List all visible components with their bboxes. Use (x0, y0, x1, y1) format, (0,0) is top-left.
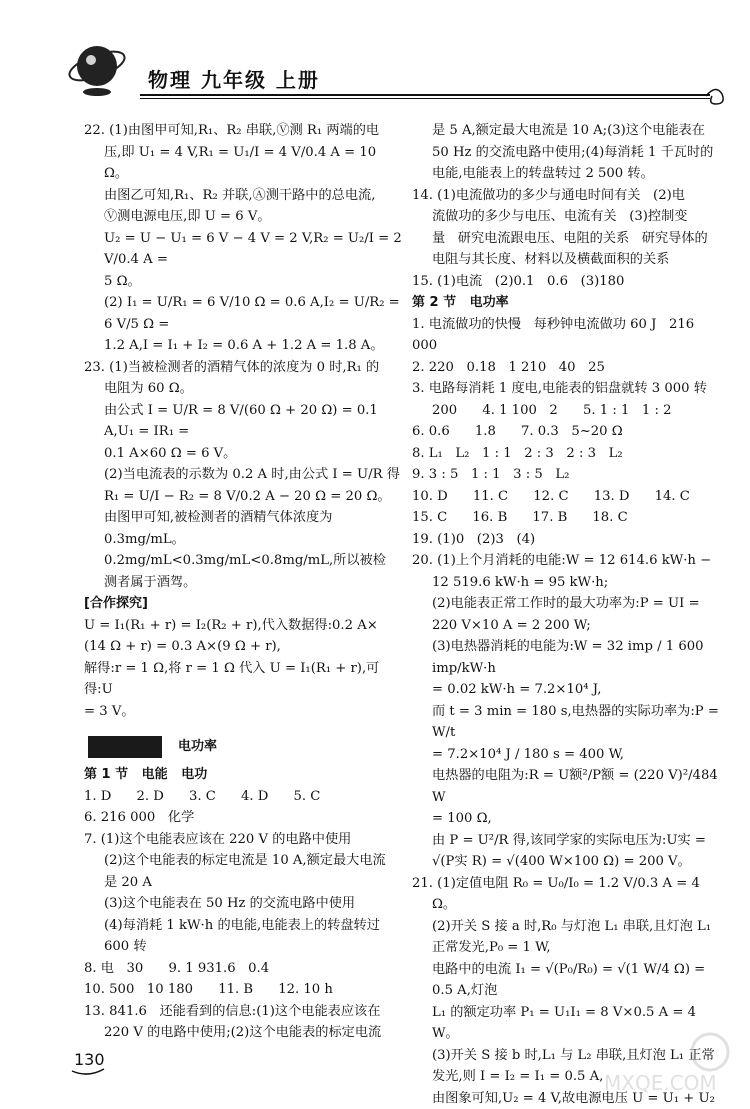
answer-line: 9. 3 : 5 1 : 1 3 : 5 L₂ (412, 464, 722, 486)
answer-line: 而 t = 3 min = 180 s,电热器的实际功率为:P = W/t (412, 701, 722, 744)
section-heading: 第 1 节 电能 电功 (84, 764, 402, 786)
answer-line: 1.2 A,I = I₁ + I₂ = 0.6 A + 1.2 A = 1.8 A。 (84, 335, 402, 357)
watermark-text: MXQE.COM (604, 1071, 717, 1095)
answer-line: (3)这个电能表在 50 Hz 的交流电路中使用 (84, 893, 402, 915)
answer-line: U = I₁(R₁ + r) = I₂(R₂ + r),代入数据得:0.2 A× (84, 615, 402, 637)
answer-line: 是 20 A (84, 872, 402, 894)
answer-line: 10. 500 10 180 11. B 12. 10 h (84, 979, 402, 1001)
section-heading: 第 2 节 电功率 (412, 292, 722, 314)
answer-line: 电路中的电流 I₁ = √(P₀/R₀) = √(1 W/4 Ω) = 0.5 A,灯泡 (412, 959, 722, 1002)
answer-line: (4)每消耗 1 kW·h 的电能,电能表上的转盘转过 (84, 915, 402, 937)
answer-line: 200 4. 1 100 2 5. 1 : 1 1 : 2 (412, 400, 722, 422)
answer-line: 15. (1)电流 (2)0.1 0.6 (3)180 (412, 271, 722, 293)
answer-line: (2) I₁ = U/R₁ = 6 V/10 Ω = 0.6 A,I₂ = U/R₂ = 6 V/5 Ω = (84, 292, 402, 335)
answer-line: 5 Ω。 (84, 271, 402, 293)
answer-line: R₁ = U/I − R₂ = 8 V/0.2 A − 20 Ω = 20 Ω。 (84, 486, 402, 508)
answer-line: 正常发光,P₀ = 1 W, (412, 937, 722, 959)
answer-line: (2)当电流表的示数为 0.2 A 时,由公式 I = U/R 得 (84, 464, 402, 486)
answer-line: 19. (1)0 (2)3 (4) (412, 529, 722, 551)
chapter-title: 电功率 (178, 736, 217, 758)
answer-line: 13. 841.6 还能看到的信息:(1)这个电能表应该在 (84, 1001, 402, 1023)
answer-line: 20. (1)上个月消耗的电能:W = 12 614.6 kW·h − (412, 550, 722, 572)
answer-line: 220 V×10 A = 2 200 W; (412, 615, 722, 637)
chapter-banner (88, 736, 402, 758)
answer-line: = 3 V。 (84, 701, 402, 723)
section-heading: [合作探究] (84, 593, 402, 615)
answer-line: 0.2mg/mL<0.3mg/mL<0.8mg/mL,所以被检 (84, 550, 402, 572)
header-rule-thin (140, 98, 710, 99)
answer-line: 6. 216 000 化学 (84, 807, 402, 829)
answer-line: 压,即 U₁ = 4 V,R₁ = U₁/I = 4 V/0.4 A = 10 Ω。 (84, 142, 402, 185)
answer-line: (2)电能表正常工作时的最大功率为:P = UI = (412, 593, 722, 615)
answer-line: Ⓥ测电源电压,即 U = 6 V。 (84, 206, 402, 228)
answer-line: 由公式 I = U/R = 8 V/(60 Ω + 20 Ω) = 0.1 A,U₁ = IR₁ = (84, 400, 402, 443)
answer-line: 23. (1)当被检测者的酒精气体的浓度为 0 时,R₁ 的 (84, 357, 402, 379)
answer-line: 量 研究电流跟电压、电阻的关系 研究导体的 (412, 228, 722, 250)
answer-line: (3)开关 S 接 b 时,L₁ 与 L₂ 串联,且灯泡 L₁ 正常 (412, 1045, 722, 1067)
answer-line: 是 5 A,额定最大电流是 10 A;(3)这个电能表在 (412, 120, 722, 142)
answer-line: 1. D 2. D 3. C 4. D 5. C (84, 786, 402, 808)
answer-line: 8. 电 30 9. 1 931.6 0.4 (84, 958, 402, 980)
answer-line: 2. 220 0.18 1 210 40 25 (412, 357, 722, 379)
answer-line: (2)这个电能表的标定电流是 10 A,额定最大电流 (84, 850, 402, 872)
answer-line: U₂ = U − U₁ = 6 V − 4 V = 2 V,R₂ = U₂/I = 2 V/0.4 A = (84, 228, 402, 271)
page-header (0, 0, 750, 110)
page-number-swash-icon (70, 1066, 106, 1076)
book-title: 物理 九年级 上册 (148, 64, 320, 93)
answer-line: 220 V 的电路中使用;(2)这个电能表的标定电流 (84, 1022, 402, 1044)
decorative-curl-icon (702, 82, 732, 112)
answer-line: 21. (1)定值电阻 R₀ = U₀/I₀ = 1.2 V/0.3 A = 4 Ω。 (412, 873, 722, 916)
answer-line: 电阻为 60 Ω。 (84, 378, 402, 400)
answer-line: √(P实 R) = √(400 W×100 Ω) = 200 V。 (412, 851, 722, 873)
answer-line: 电阻与其长度、材料以及横截面积的关系 (412, 249, 722, 271)
answer-line: = 100 Ω, (412, 808, 722, 830)
answer-line: 50 Hz 的交流电路中使用;(4)每消耗 1 千瓦时的 (412, 142, 722, 164)
answer-line: 由图乙可知,R₁、R₂ 并联,Ⓐ测干路中的总电流, (84, 185, 402, 207)
answer-line: 发光,则 I = I₂ = I₁ = 0.5 A, (412, 1066, 722, 1088)
left-column (84, 120, 402, 1044)
page-number: 130 (74, 1050, 105, 1069)
answer-line: 测者属于酒驾。 (84, 572, 402, 594)
answer-line: 由图象可知,U₂ = 4 V,故电源电压 U = U₁ + U₂ (412, 1088, 722, 1109)
answer-line: L₁ 的额定功率 P₁ = U₁I₁ = 8 V×0.5 A = 4 W。 (412, 1002, 722, 1045)
answer-line: 电能,电能表上的转盘转过 2 500 转。 (412, 163, 722, 185)
watermark-logo (600, 1030, 740, 1096)
answer-line: 12 519.6 kW·h = 95 kW·h; (412, 572, 722, 594)
answer-line: 1. 电流做功的快慢 每秒钟电流做功 60 J 216 000 (412, 314, 722, 357)
chapter-banner-box (88, 736, 162, 758)
answer-line: 600 转 (84, 936, 402, 958)
answer-line: 0.1 A×60 Ω = 6 V。 (84, 443, 402, 465)
answer-line: 7. (1)这个电能表应该在 220 V 的电路中使用 (84, 829, 402, 851)
answer-line: 由 P = U²/R 得,该同学家的实际电压为:U实 = (412, 830, 722, 852)
right-column (412, 120, 722, 1109)
answer-line: 解得:r = 1 Ω,将 r = 1 Ω 代入 U = I₁(R₁ + r),可得:U (84, 658, 402, 701)
globe-logo-icon (66, 36, 128, 98)
answer-line: 22. (1)由图甲可知,R₁、R₂ 串联,Ⓥ测 R₁ 两端的电 (84, 120, 402, 142)
answer-line: (3)电热器消耗的电能为:W = 32 imp / 1 600 imp/kW·h (412, 636, 722, 679)
answer-line: = 7.2×10⁴ J / 180 s = 400 W, (412, 744, 722, 766)
answer-line: 由图甲可知,被检测者的酒精气体浓度为 (84, 507, 402, 529)
answer-line: 15. C 16. B 17. B 18. C (412, 507, 722, 529)
answer-line: 6. 0.6 1.8 7. 0.3 5~20 Ω (412, 421, 722, 443)
answer-line: = 0.02 kW·h = 7.2×10⁴ J, (412, 679, 722, 701)
answer-line: 电热器的电阻为:R = U额²/P额 = (220 V)²/484 W (412, 765, 722, 808)
answer-line: 8. L₁ L₂ 1 : 1 2 : 3 2 : 3 L₂ (412, 443, 722, 465)
answer-line: 10. D 11. C 12. C 13. D 14. C (412, 486, 722, 508)
answer-line: (14 Ω + r) = 0.3 A×(9 Ω + r), (84, 636, 402, 658)
header-rule (140, 94, 710, 96)
answer-line: 流做功的多少与电压、电流有关 (3)控制变 (412, 206, 722, 228)
answer-line: 0.3mg/mL。 (84, 529, 402, 551)
answer-line: (2)开关 S 接 a 时,R₀ 与灯泡 L₁ 串联,且灯泡 L₁ (412, 916, 722, 938)
answer-line: 14. (1)电流做功的多少与通电时间有关 (2)电 (412, 185, 722, 207)
answer-line: 3. 电路每消耗 1 度电,电能表的铝盘就转 3 000 转 (412, 378, 722, 400)
